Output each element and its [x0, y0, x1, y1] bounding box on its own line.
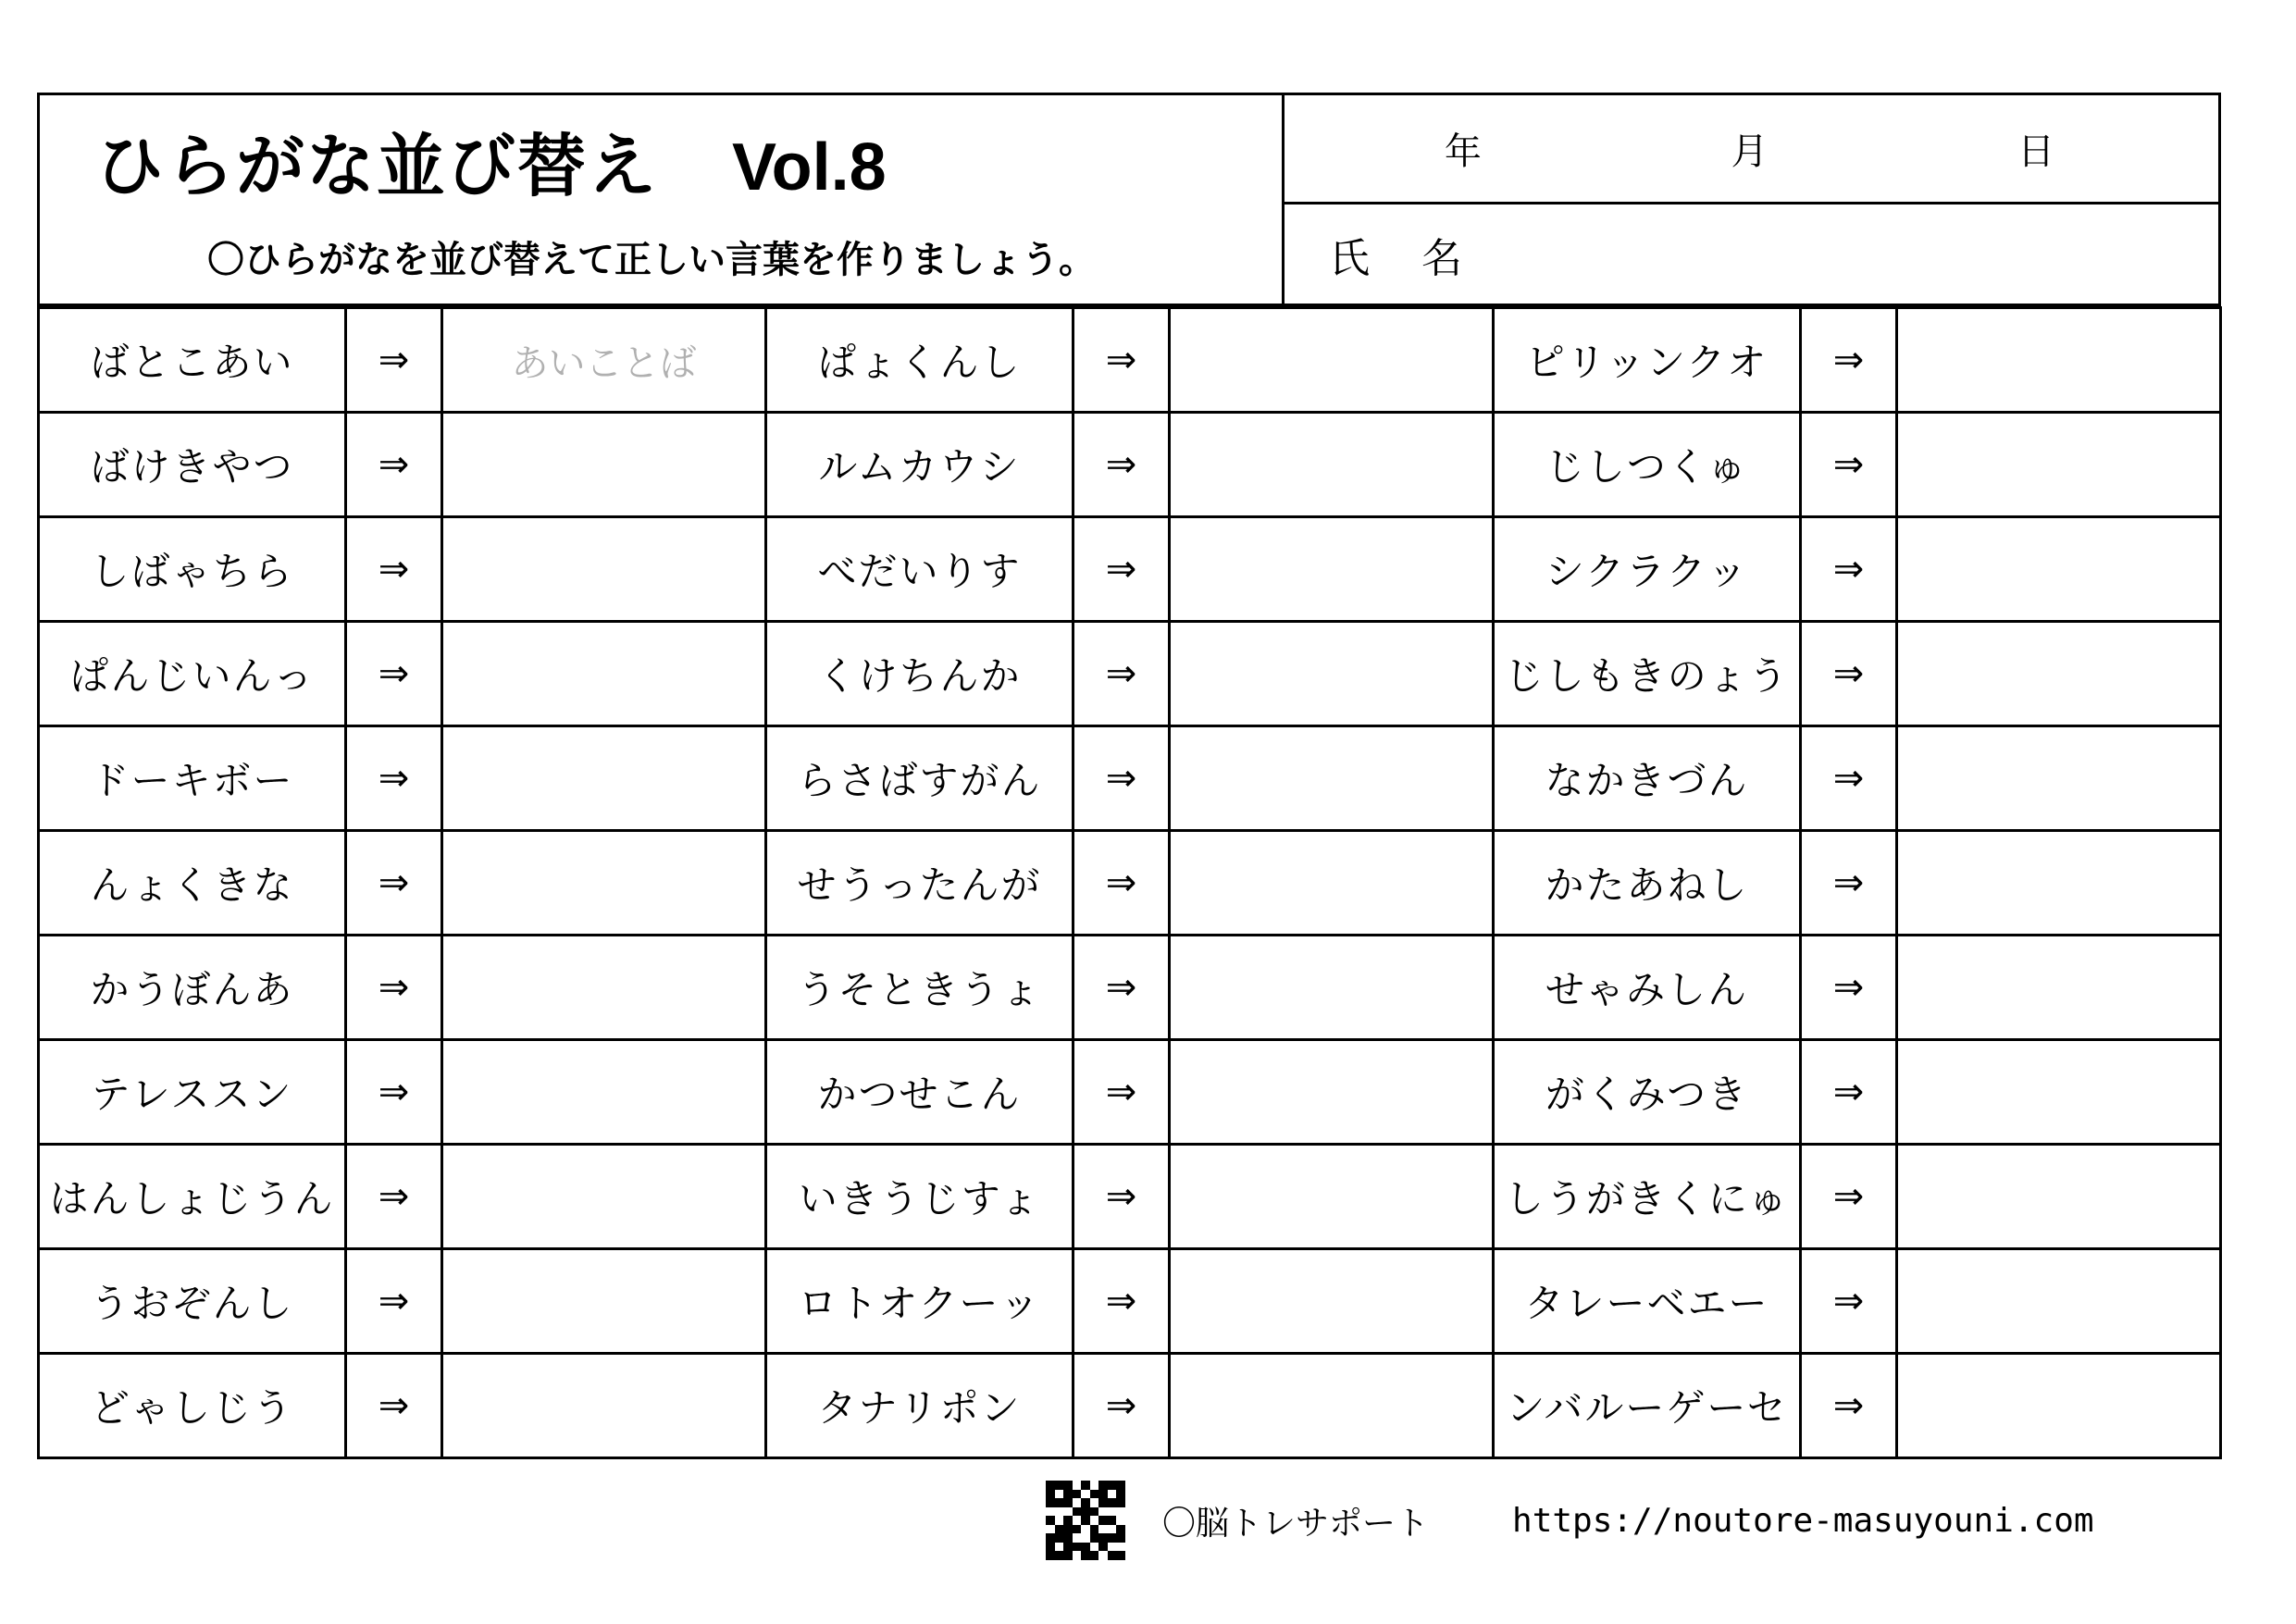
answer-cell[interactable] [1170, 622, 1494, 726]
header-title-block [40, 95, 1285, 304]
question-cell: せゃみしん [1494, 936, 1801, 1040]
arrow-icon: ⇒ [1801, 1249, 1897, 1354]
arrow-icon: ⇒ [1074, 308, 1170, 413]
arrow-icon: ⇒ [1801, 1040, 1897, 1145]
question-cell: くけちんか [766, 622, 1074, 726]
question-cell: うそときうょ [766, 936, 1074, 1040]
question-cell: らさばすがん [766, 726, 1074, 831]
question-cell: はんしょじうん [39, 1145, 346, 1249]
table-row [39, 936, 2221, 1040]
footer-brand: 〇脳トレサポート [1162, 1503, 1430, 1542]
answer-cell[interactable] [1897, 308, 2221, 413]
answer-cell[interactable] [1897, 831, 2221, 936]
arrow-icon: ⇒ [346, 1145, 442, 1249]
arrow-icon: ⇒ [346, 1249, 442, 1354]
question-cell: しばゃちら [39, 517, 346, 622]
footer-url[interactable]: https://noutore-masuyouni.com [1512, 1501, 2094, 1540]
question-cell: じしもきのょう [1494, 622, 1801, 726]
arrow-icon: ⇒ [346, 726, 442, 831]
arrow-icon: ⇒ [1074, 831, 1170, 936]
answer-cell[interactable] [1897, 1145, 2221, 1249]
qr-code-icon [1046, 1481, 1125, 1560]
answer-cell[interactable] [1897, 726, 2221, 831]
worksheet-header [37, 93, 2221, 306]
table-row [39, 1354, 2221, 1458]
table-row [39, 413, 2221, 517]
worksheet-body [37, 93, 2258, 1459]
arrow-icon: ⇒ [1074, 1354, 1170, 1458]
answer-cell[interactable] [1170, 308, 1494, 413]
arrow-icon: ⇒ [1074, 936, 1170, 1040]
answer-cell[interactable] [1897, 1040, 2221, 1145]
answer-cell[interactable] [442, 622, 766, 726]
question-cell: いきうじすょ [766, 1145, 1074, 1249]
question-cell: かたあねし [1494, 831, 1801, 936]
answer-cell[interactable]: あいことば [442, 308, 766, 413]
answer-cell[interactable] [1897, 413, 2221, 517]
footer [1046, 1481, 2094, 1560]
arrow-icon: ⇒ [1074, 413, 1170, 517]
arrow-icon: ⇒ [346, 517, 442, 622]
arrow-icon: ⇒ [1074, 517, 1170, 622]
arrow-icon: ⇒ [346, 1040, 442, 1145]
answer-cell[interactable] [442, 1354, 766, 1458]
arrow-icon: ⇒ [1801, 936, 1897, 1040]
answer-cell[interactable] [1170, 936, 1494, 1040]
table-row [39, 1249, 2221, 1354]
question-cell: がくみつき [1494, 1040, 1801, 1145]
question-cell: せうったんが [766, 831, 1074, 936]
question-cell: ばとこあい [39, 308, 346, 413]
question-cell: べだいりす [766, 517, 1074, 622]
table-row [39, 622, 2221, 726]
arrow-icon: ⇒ [346, 1354, 442, 1458]
arrow-icon: ⇒ [1801, 517, 1897, 622]
date-day-label: 日 [2017, 131, 2059, 172]
answer-cell[interactable] [442, 726, 766, 831]
arrow-icon: ⇒ [346, 831, 442, 936]
table-row [39, 308, 2221, 413]
question-cell: ンバルーゲーセ [1494, 1354, 1801, 1458]
question-cell: かうぼんあ [39, 936, 346, 1040]
page-title: ひらがな並び替え [95, 128, 658, 205]
question-cell: どゃしじう [39, 1354, 346, 1458]
answer-cell[interactable] [1897, 622, 2221, 726]
answer-cell[interactable] [442, 413, 766, 517]
answer-cell[interactable] [442, 1145, 766, 1249]
volume-label: Vol.8 [732, 130, 887, 205]
question-cell: ロトオクーッ [766, 1249, 1074, 1354]
arrow-icon: ⇒ [1074, 1145, 1170, 1249]
question-cell: ピリッンクオ [1494, 308, 1801, 413]
answer-cell[interactable] [442, 1249, 766, 1354]
answer-cell[interactable] [1170, 831, 1494, 936]
answer-cell[interactable] [1170, 1249, 1494, 1354]
arrow-icon: ⇒ [1801, 1354, 1897, 1458]
question-cell: テレススン [39, 1040, 346, 1145]
answer-cell[interactable] [1170, 517, 1494, 622]
arrow-icon: ⇒ [1801, 413, 1897, 517]
arrow-icon: ⇒ [1801, 622, 1897, 726]
table-row [39, 1040, 2221, 1145]
answer-cell[interactable] [1897, 936, 2221, 1040]
answer-cell[interactable] [442, 1040, 766, 1145]
puzzle-grid [37, 306, 2222, 1459]
name-label: 氏 名 [1329, 235, 1468, 281]
answer-cell[interactable] [442, 517, 766, 622]
arrow-icon: ⇒ [346, 936, 442, 1040]
question-cell: なかきづん [1494, 726, 1801, 831]
question-cell: しうがきくにゅ [1494, 1145, 1801, 1249]
question-cell: タレーベエー [1494, 1249, 1801, 1354]
question-cell: タナリポン [766, 1354, 1074, 1458]
date-field-row[interactable] [1285, 95, 2218, 205]
question-cell: うおぞんし [39, 1249, 346, 1354]
arrow-icon: ⇒ [1074, 1040, 1170, 1145]
arrow-icon: ⇒ [1801, 308, 1897, 413]
table-row [39, 1145, 2221, 1249]
question-cell: シクラクッ [1494, 517, 1801, 622]
answer-cell[interactable] [1897, 1354, 2221, 1458]
table-row [39, 517, 2221, 622]
arrow-icon: ⇒ [1074, 622, 1170, 726]
question-cell: んょくきな [39, 831, 346, 936]
table-row [39, 726, 2221, 831]
arrow-icon: ⇒ [346, 308, 442, 413]
question-cell: ぱんじいんっ [39, 622, 346, 726]
answer-cell[interactable] [1897, 517, 2221, 622]
header-fields-block [1285, 95, 2218, 304]
arrow-icon: ⇒ [1074, 726, 1170, 831]
answer-cell[interactable] [1170, 413, 1494, 517]
question-cell: ばけきやつ [39, 413, 346, 517]
question-cell: ルムカウシ [766, 413, 1074, 517]
arrow-icon: ⇒ [1801, 831, 1897, 936]
date-year-label: 年 [1444, 131, 1485, 172]
arrow-icon: ⇒ [1801, 726, 1897, 831]
question-cell: じしつくゅ [1494, 413, 1801, 517]
answer-cell[interactable] [1170, 726, 1494, 831]
answer-cell[interactable] [1897, 1249, 2221, 1354]
arrow-icon: ⇒ [1074, 1249, 1170, 1354]
answer-cell[interactable] [1170, 1040, 1494, 1145]
arrow-icon: ⇒ [346, 413, 442, 517]
name-field-row[interactable] [1285, 205, 2218, 304]
arrow-icon: ⇒ [1801, 1145, 1897, 1249]
arrow-icon: ⇒ [346, 622, 442, 726]
question-cell: ぱょくんし [766, 308, 1074, 413]
table-row [39, 831, 2221, 936]
answer-cell[interactable] [1170, 1354, 1494, 1458]
date-month-label: 月 [1731, 131, 1772, 172]
question-cell: ドーキボー [39, 726, 346, 831]
instruction-text: 〇ひらがなを並び替えて正しい言葉を作りましょう。 [207, 240, 1096, 280]
title-row [40, 112, 1282, 210]
answer-cell[interactable] [442, 831, 766, 936]
question-cell: かつせこん [766, 1040, 1074, 1145]
answer-cell[interactable] [442, 936, 766, 1040]
answer-cell[interactable] [1170, 1145, 1494, 1249]
